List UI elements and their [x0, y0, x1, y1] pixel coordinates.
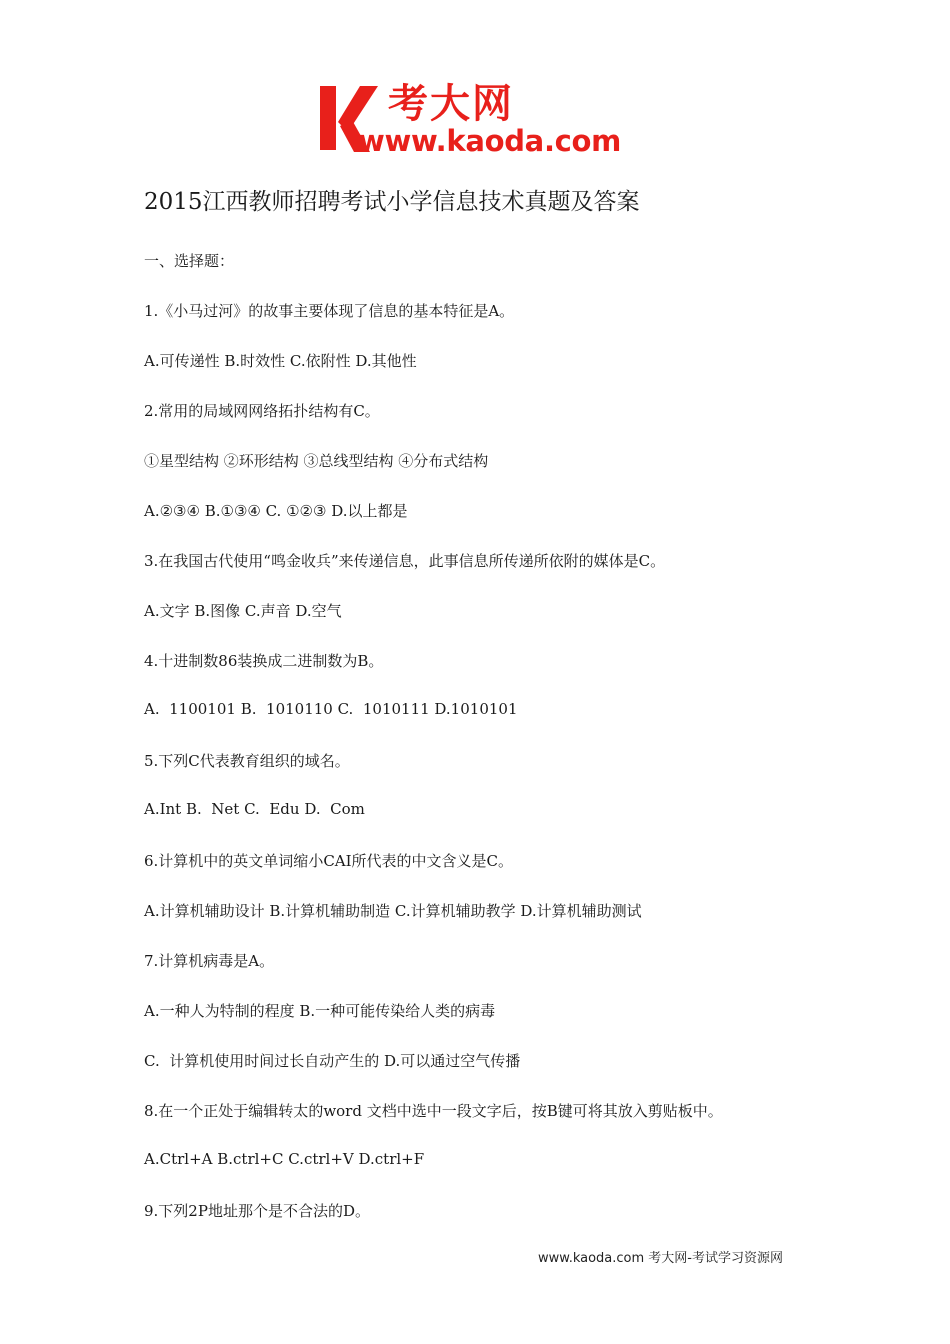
section-heading: 一、选择题： — [144, 252, 235, 270]
question-line: 2.常用的局域网网络拓扑结构有C。 — [144, 402, 380, 420]
options-line: ①星型结构 ②环形结构 ③总线型结构 ④分布式结构 — [144, 452, 489, 470]
options-line: A.Ctrl+A B.ctrl+C C.ctrl+V D.ctrl+F — [144, 1150, 425, 1168]
question-line: 9.下列2P地址那个是不合法的D。 — [144, 1202, 370, 1220]
options-line: A.可传递性 B.时效性 C.依附性 D.其他性 — [144, 352, 417, 370]
logo-url-text: www.kaoda.com — [358, 124, 622, 158]
options-line: A.Int B. Net C. Edu D. Com — [144, 800, 365, 818]
page-footer: www.kaoda.com 考大网-考试学习资源网 — [538, 1251, 783, 1266]
question-line: 7.计算机病毒是A。 — [144, 952, 275, 970]
options-line: A.计算机辅助设计 B.计算机辅助制造 C.计算机辅助教学 D.计算机辅助测试 — [144, 902, 642, 920]
options-line: A.②③④ B.①③④ C. ①②③ D.以上都是 — [144, 502, 408, 520]
question-line: 5.下列C代表教育组织的域名。 — [144, 752, 350, 770]
logo-chinese-text: 考大网 — [388, 81, 514, 127]
question-line: 1.《小马过河》的故事主要体现了信息的基本特征是A。 — [144, 302, 515, 320]
document-title: 2015江西教师招聘考试小学信息技术真题及答案 — [144, 189, 640, 215]
question-line: 4.十进制数86装换成二进制数为B。 — [144, 652, 384, 670]
options-line: A. 1100101 B. 1010110 C. 1010111 D.1010101 — [144, 700, 518, 718]
question-line: 3.在我国古代使用“鸣金收兵”来传递信息，此事信息所传递所依附的媒体是C。 — [144, 552, 666, 570]
options-line: A.一种人为特制的程度 B.一种可能传染给人类的病毒 — [144, 1002, 496, 1020]
question-line: 8.在一个正处于编辑转太的word 文档中选中一段文字后，按B键可将其放入剪贴板中。 — [144, 1102, 723, 1120]
options-line: C. 计算机使用时间过长自动产生的 D.可以通过空气传播 — [144, 1052, 521, 1070]
site-logo — [318, 78, 648, 160]
options-line: A.文字 B.图像 C.声音 D.空气 — [144, 602, 342, 620]
question-line: 6.计算机中的英文单词缩小CAI所代表的中文含义是C。 — [144, 852, 514, 870]
